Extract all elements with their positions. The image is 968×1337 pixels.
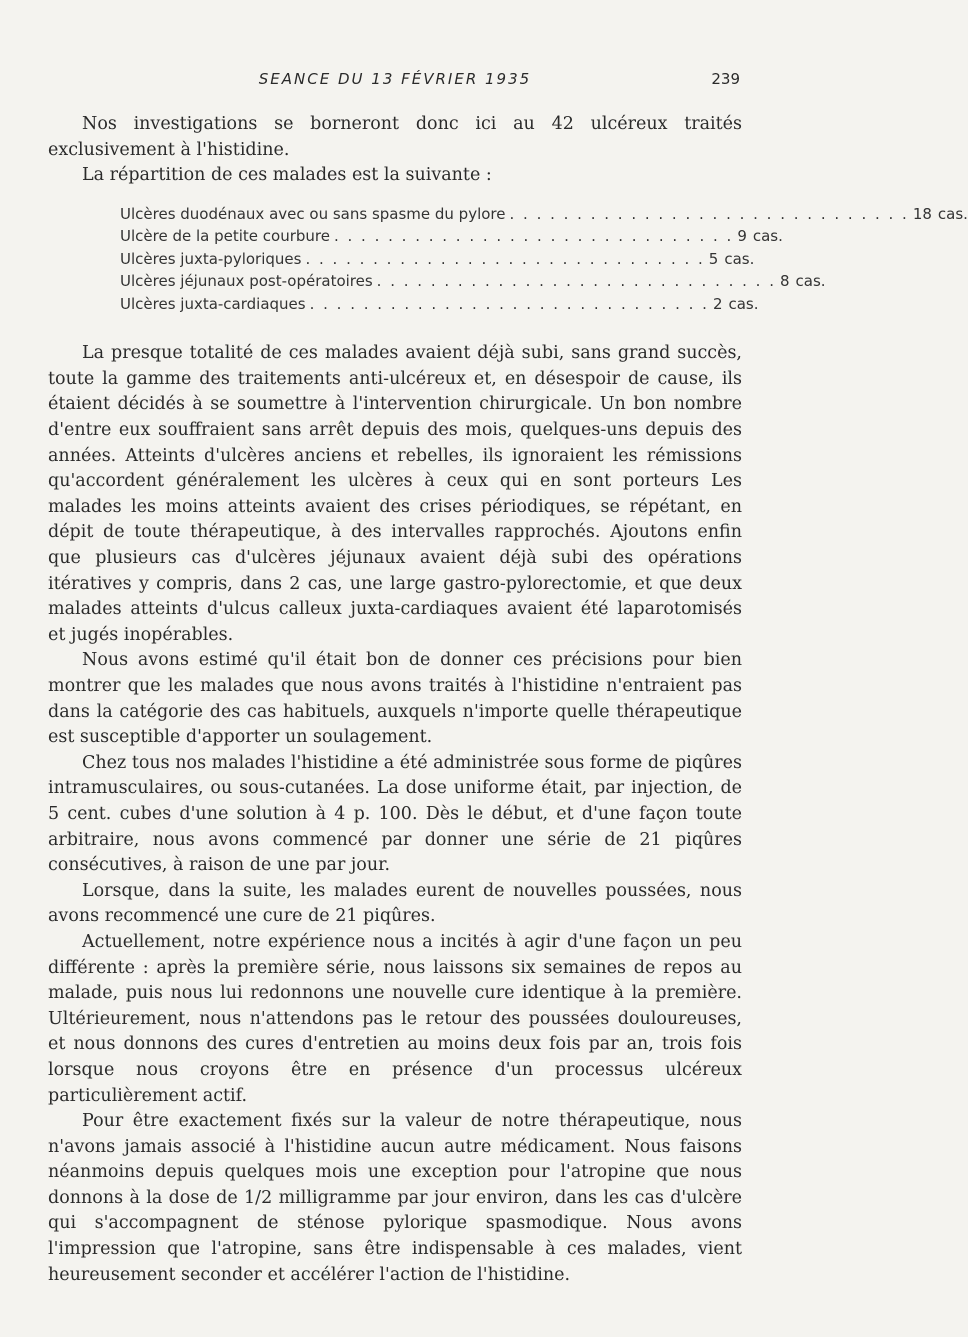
case-count: 18 bbox=[912, 204, 932, 223]
paragraph-1: Nos investigations se borneront donc ici au 42 ulcéreux traités exclusivement à l'histidine. bbox=[48, 114, 742, 160]
paragraph-6: Lorsque, dans la suite, les malades eurent de nouvelles poussées, nous avons recommencé une cure de 21 piqûres. bbox=[48, 880, 742, 927]
leader-dots: . . . . . . . . . . . . . . . . . . . . . . . . . . . . . . bbox=[305, 249, 705, 268]
case-unit: cas. bbox=[752, 227, 783, 246]
paragraph-7: Actuellement, notre expérience nous a incités à agir d'une façon un peu différente : après la première série, nous laissons six semaines de repos au malade, puis nous lui redonnons une nouvelle cure identique à la première. Ultérieurement, nous n'attendons pas le retour des poussées douloureuses, et nous donnons des cures d'entretien au moins deux fois par an, trois fois lorsque nous croyons être en présence d'un processus ulcéreux particulièrement actif. bbox=[48, 931, 742, 1106]
case-label: Ulcères duodénaux avec ou sans spasme du pylore bbox=[120, 204, 506, 223]
paragraph-2: La répartition de ces malades est la suivante : bbox=[82, 165, 492, 186]
paragraph-3: La presque totalité de ces malades avaient déjà subi, sans grand succès, toute la gamme des traitements anti-ulcéreux et, en désespoir de cause, ils étaient décidés à se soumettre à l'intervention chirurgicale. Un bon nombre d'entre eux souffraient sans arrêt depuis des mois, quelques-uns depuis des années. Atteints d'ulcères anciens et rebelles, ils ignoraient les rémissions qu'accordent généralement les ulcères à ceux qui en sont porteurs Les malades les moins atteints avaient des crises périodiques, se répétant, en dépit de toute thérapeutique, à des intervalles rapprochés. Ajoutons enfin que plusieurs cas d'ulcères jéjunaux avaient déjà subi des opérations itératives y compris, dans 2 cas, une large gastro-pylorectomie, et que deux malades atteints d'ulcus calleux juxta-cardiaques avaient été laparotomisés et jugés inopérables. bbox=[48, 343, 742, 645]
cases-table bbox=[120, 203, 968, 316]
case-count: 5 bbox=[708, 249, 719, 268]
case-count: 8 bbox=[780, 272, 790, 291]
case-count: 2 bbox=[712, 294, 723, 313]
case-row bbox=[120, 203, 968, 226]
case-unit: cas. bbox=[937, 204, 968, 223]
paragraph-5: Chez tous nos malades l'histidine a été administrée sous forme de piqûres intramusculaires, ou sous-cutanées. La dose uniforme était, par injection, de 5 cent. cubes d'une solution à 4 p. 100. Dès le début, et d'une façon toute arbitraire, nous avons commencé par donner une série de 21 piqûres consécutives, à raison de une par jour. bbox=[48, 752, 742, 876]
leader-dots: . . . . . . . . . . . . . . . . . . . . . . . . . . . . . . bbox=[309, 294, 709, 313]
case-count: 9 bbox=[737, 227, 747, 246]
case-row bbox=[120, 270, 826, 293]
case-row bbox=[120, 225, 783, 248]
case-row bbox=[120, 293, 759, 316]
case-label: Ulcères jéjunaux post-opératoires bbox=[120, 272, 373, 291]
page-number: 239 bbox=[711, 70, 740, 88]
case-label: Ulcère de la petite courbure bbox=[120, 227, 330, 246]
case-unit: cas. bbox=[724, 249, 755, 268]
page-header bbox=[50, 70, 740, 96]
paragraph-4: Nous avons estimé qu'il était bon de donner ces précisions pour bien montrer que les malades que nous avons traités à l'histidine n'entraient pas dans la catégorie des cas habituels, auxquels n'importe quelle thérapeutique est susceptible d'apporter un soulagement. bbox=[48, 650, 742, 748]
case-row bbox=[120, 248, 755, 271]
paragraph-8: Pour être exactement fixés sur la valeur de notre thérapeutique, nous n'avons jamais associé à l'histidine aucun autre médicament. Nous faisons néanmoins depuis quelques mois une exception pour l'atropine que nous donnons à la dose de 1/2 milligramme par jour environ, dans les cas d'ulcère qui s'accompagnent de sténose pylorique spasmodique. Nous avons l'impression que l'atropine, sans être indispensable à ces malades, vient heureusement seconder et accélérer l'action de l'histidine. bbox=[48, 1111, 742, 1285]
leader-dots: . . . . . . . . . . . . . . . . . . . . . . . . . . . . . . bbox=[509, 204, 909, 223]
case-label: Ulcères juxta-cardiaques bbox=[120, 294, 306, 313]
document-body bbox=[48, 112, 968, 1288]
case-unit: cas. bbox=[795, 272, 826, 291]
leader-dots: . . . . . . . . . . . . . . . . . . . . . . . . . . . . . . bbox=[376, 272, 776, 291]
case-label: Ulcères juxta-pyloriques bbox=[120, 249, 302, 268]
leader-dots: . . . . . . . . . . . . . . . . . . . . . . . . . . . . . . bbox=[333, 227, 734, 246]
header-title: SEANCE DU 13 FÉVRIER 1935 bbox=[258, 70, 532, 88]
case-unit: cas. bbox=[728, 294, 759, 313]
